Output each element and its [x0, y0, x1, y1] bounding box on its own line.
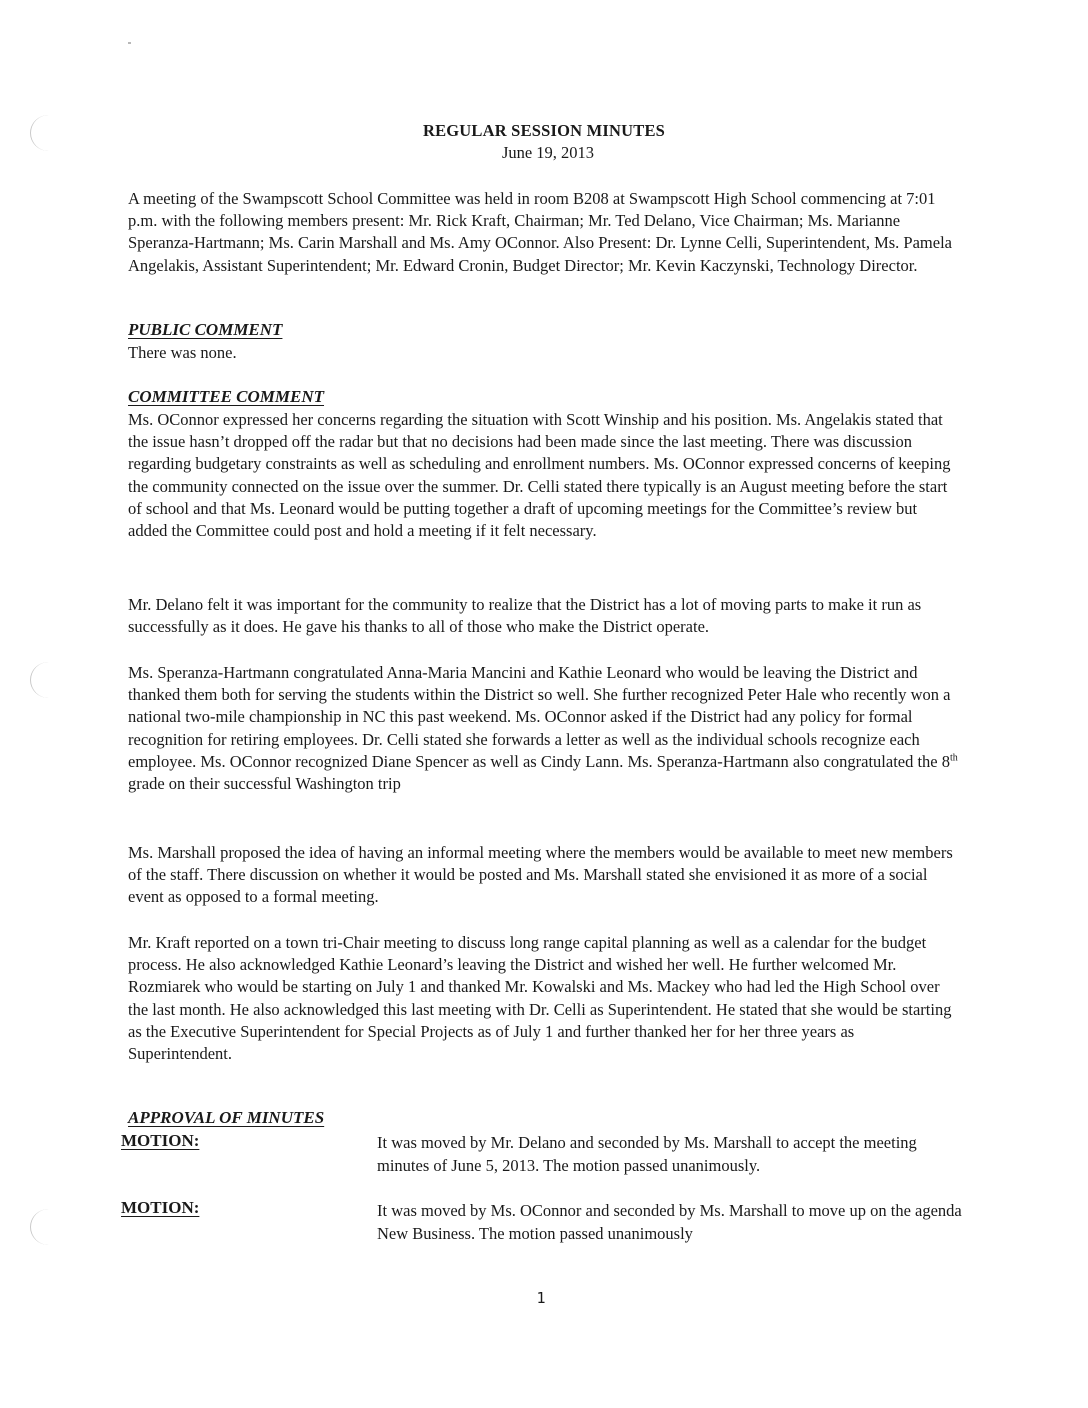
paragraph-text: Ms. Speranza-Hartmann congratulated Anna-Maria Mancini and Kathie Leonard who would be leaving the District and thanked them both for serving the students within the District so well. She further recognized Peter Hale who recently won a national two-mile championship in NC this past weekend. Ms. OConnor asked if the District had any policy for formal recognition for retiring employees. Dr. Celli stated she forwards a letter as well as the individual schools recognize each employee. Ms. OConnor recognized Diane Spencer as well as Cindy Lann. Ms. Speranza-Hartmann also congratulated the 8 — [128, 663, 951, 771]
motion-label: MOTION: — [121, 1198, 200, 1217]
document-title: REGULAR SESSION MINUTES — [422, 121, 666, 140]
page-number: 1 — [536, 1289, 546, 1307]
punch-hole-middle — [30, 662, 67, 698]
committee-comment-heading: COMMITTEE COMMENT — [128, 387, 325, 406]
committee-paragraph-2 — [128, 594, 958, 638]
approval-of-minutes-heading: APPROVAL OF MINUTES — [128, 1108, 325, 1127]
committee-paragraph-1 — [128, 409, 958, 542]
punch-hole-bottom — [30, 1209, 67, 1245]
paragraph-text-composite — [128, 662, 962, 795]
intro-paragraph — [128, 188, 954, 277]
motion-text: It was moved by Ms. OConnor and seconded by Ms. Marshall to move up on the agenda New Business. The motion passed unanimously — [377, 1201, 962, 1243]
paragraph-text-tail: grade on their successful Washington trip — [128, 774, 401, 794]
ordinal-suffix: th — [950, 752, 958, 764]
scan-speck — [128, 42, 131, 44]
committee-paragraph-3 — [128, 662, 962, 795]
paragraph-text: Ms. Marshall proposed the idea of having an informal meeting where the members would be available to meet new members of the staff. There discussion on whether it would be posted and Ms. Marshall stated she envisioned it as more of a social event as opposed to a formal meeting. — [128, 843, 953, 907]
document-date: June 19, 2013 — [501, 143, 595, 162]
committee-paragraph-5 — [128, 932, 958, 1065]
public-comment-heading: PUBLIC COMMENT — [128, 320, 283, 339]
motion-label: MOTION: — [121, 1131, 200, 1150]
public-comment-text: There was none. — [128, 343, 237, 362]
public-comment-body — [128, 342, 954, 364]
paragraph-text: Mr. Delano felt it was important for the community to realize that the District has a lot of moving parts to make it run as successfully as it does. He gave his thanks to all of those who make the District operate. — [128, 595, 922, 637]
paragraph-text: Mr. Kraft reported on a town tri-Chair meeting to discuss long range capital planning as well as a calendar for the budget process. He also acknowledged Kathie Leonard’s leaving the District and wished her well. He further welcomed Mr. Rozmiarek who would be starting on July 1 and thanked Mr. Kowalski and Ms. Mackey who had led the High School over the last month. He also acknowledged this last meeting with Dr. Celli as Superintendent. He stated that she would be starting as the Executive Superintendent for Special Projects as of July 1 and further thanked her for her three years as Superintendent. — [128, 933, 952, 1064]
motion-text: It was moved by Mr. Delano and seconded by Ms. Marshall to accept the meeting minutes of June 5, 2013. The motion passed unanimously. — [377, 1133, 917, 1175]
paragraph-text: Ms. OConnor expressed her concerns regarding the situation with Scott Winship and his position. Ms. Angelakis stated that the issue hasn’t dropped off the radar but that no decisions had been made since the last meeting. There was discussion regarding budgetary constraints as well as scheduling and enrollment numbers. Ms. OConnor expressed concerns of keeping the community connected on the issue over the summer. Dr. Celli stated there typically is an August meeting before the start of school and that Ms. Leonard would be putting together a draft of upcoming meetings for the Committee’s review but added the Committee could post and hold a meeting if it felt necessary. — [128, 410, 951, 541]
intro-text: A meeting of the Swampscott School Committee was held in room B208 at Swampscott High School commencing at 7:01 p.m. with the following members present: Mr. Rick Kraft, Chairman; Mr. Ted Delano, Vice Chairman; Ms. Marianne Speranza-Hartmann; Ms. Carin Marshall and Ms. Amy OConnor. Also Present: Dr. Lynne Celli, Superintendent, Ms. Pamela Angelakis, Assistant Superintendent; Mr. Edward Cronin, Budget Director; Mr. Kevin Kaczynski, Technology Director. — [128, 189, 952, 275]
committee-paragraph-4 — [128, 842, 958, 909]
